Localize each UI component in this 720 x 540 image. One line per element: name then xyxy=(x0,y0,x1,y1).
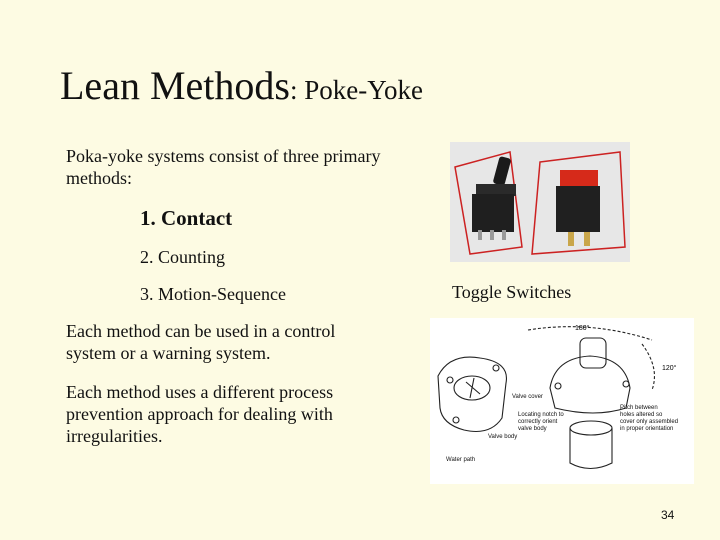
locating-notch-label-3: valve body xyxy=(518,426,547,432)
photo-caption: Toggle Switches xyxy=(452,282,572,302)
slide-title xyxy=(60,62,423,109)
control-warning-paragraph: Each method can be used in a control system or a warning system. xyxy=(66,321,336,363)
angle-120-label: 120° xyxy=(662,365,677,372)
method-counting: 2. Counting xyxy=(140,247,226,267)
title-sub: : Poke-Yoke xyxy=(289,75,423,105)
pitch-label-1: Pitch between xyxy=(620,405,658,411)
valve-cover-diagram xyxy=(430,318,694,484)
valve-cover-label: Valve cover xyxy=(512,394,543,400)
toggle-switches-photo xyxy=(450,142,630,262)
pitch-label-3: cover only assembled xyxy=(620,419,679,425)
angle-180-label: 180° xyxy=(575,325,590,332)
valve-body-label: Valve body xyxy=(488,434,518,440)
water-path-label: Water path xyxy=(446,457,476,463)
pitch-label-2: holes altered so xyxy=(620,412,663,418)
pitch-label-4: in proper orientation xyxy=(620,426,674,432)
locating-notch-label-1: Locating notch to xyxy=(518,412,564,418)
method-motion-sequence: 3. Motion-Sequence xyxy=(140,284,286,304)
intro-text: Poka-yoke systems consist of three primary methods: xyxy=(66,146,381,188)
page-number: 34 xyxy=(661,508,675,522)
locating-notch-label-2: correctly orient xyxy=(518,419,558,425)
title-main: Lean Methods xyxy=(60,63,290,108)
method-contact: 1. Contact xyxy=(140,206,233,230)
prevention-approach-paragraph: Each method uses a different process prevention approach for dealing with irregularities. xyxy=(66,382,334,446)
